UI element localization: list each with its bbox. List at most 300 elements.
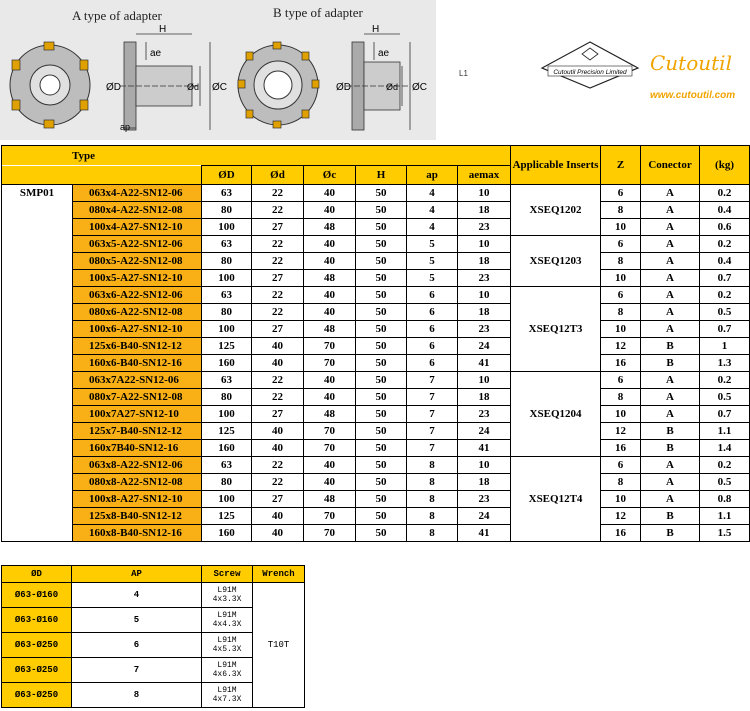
dim-value: 4 bbox=[407, 219, 458, 236]
dim-value: 40 bbox=[252, 440, 304, 457]
dim-value: 5 bbox=[407, 253, 458, 270]
dim-value: 40 bbox=[252, 423, 304, 440]
dim-value: 80 bbox=[202, 253, 252, 270]
weight-value: 0.7 bbox=[700, 270, 750, 287]
z-value: 8 bbox=[601, 389, 641, 406]
ap-value: 7 bbox=[72, 658, 202, 683]
b-type-title: B type of adapter bbox=[273, 5, 363, 20]
b-type-cutter-drawing bbox=[238, 42, 319, 128]
dim-value: 22 bbox=[252, 457, 304, 474]
dim-value: 40 bbox=[304, 253, 356, 270]
screw-size: 4x4.3X bbox=[212, 620, 242, 629]
table-row bbox=[2, 355, 750, 372]
type-code: 080x4-A22-SN12-08 bbox=[73, 202, 202, 219]
dim-value: 18 bbox=[458, 389, 511, 406]
conector-value: B bbox=[641, 440, 700, 457]
dim-value: 48 bbox=[304, 270, 356, 287]
dim-value: 48 bbox=[304, 321, 356, 338]
dim-value: 10 bbox=[458, 457, 511, 474]
dim-d-b: Ød bbox=[386, 82, 399, 92]
weight-value: 0.2 bbox=[700, 457, 750, 474]
z-value: 10 bbox=[601, 270, 641, 287]
screw-wrench-table bbox=[1, 565, 305, 708]
applicable-inserts-header: Applicable Inserts bbox=[511, 146, 601, 185]
dim-h-b: H bbox=[372, 24, 380, 35]
type-code: 100x7A27-SN12-10 bbox=[73, 406, 202, 423]
type-code: 100x6-A27-SN12-10 bbox=[73, 321, 202, 338]
conector-value: A bbox=[641, 270, 700, 287]
screw-spec bbox=[202, 633, 253, 658]
dim-value: 50 bbox=[356, 474, 407, 491]
conector-value: A bbox=[641, 253, 700, 270]
screw-size: 4x3.3X bbox=[212, 595, 242, 604]
dim-value: 48 bbox=[304, 219, 356, 236]
table-row bbox=[2, 457, 750, 474]
z-value: 10 bbox=[601, 406, 641, 423]
dim-value: 63 bbox=[202, 287, 252, 304]
dim-value: 40 bbox=[304, 236, 356, 253]
type-header: Type bbox=[2, 146, 511, 166]
dim-value: 50 bbox=[356, 389, 407, 406]
dim-value: 22 bbox=[252, 474, 304, 491]
col-header: Ød bbox=[252, 166, 304, 185]
dim-value: 70 bbox=[304, 508, 356, 525]
z-value: 6 bbox=[601, 287, 641, 304]
table-row bbox=[2, 287, 750, 304]
dim-value: 50 bbox=[356, 440, 407, 457]
dim-value: 40 bbox=[304, 457, 356, 474]
dim-value: 160 bbox=[202, 525, 252, 542]
type-code: 100x8-A27-SN12-10 bbox=[73, 491, 202, 508]
z-value: 6 bbox=[601, 457, 641, 474]
dim-value: 125 bbox=[202, 423, 252, 440]
weight-value: 0.2 bbox=[700, 185, 750, 202]
dim-od-b: ØD bbox=[336, 82, 351, 93]
weight-value: 1.1 bbox=[700, 423, 750, 440]
dim-value: 6 bbox=[407, 287, 458, 304]
dim-value: 8 bbox=[407, 525, 458, 542]
conector-value: A bbox=[641, 287, 700, 304]
l1-label: L1 bbox=[459, 69, 468, 78]
type-code: 160x6-B40-SN12-16 bbox=[73, 355, 202, 372]
dim-value: 63 bbox=[202, 457, 252, 474]
applicable-insert: XSEQ1202 bbox=[511, 185, 601, 236]
dim-value: 50 bbox=[356, 372, 407, 389]
dim-value: 24 bbox=[458, 338, 511, 355]
conector-value: B bbox=[641, 508, 700, 525]
type-code: 125x6-B40-SN12-12 bbox=[73, 338, 202, 355]
dim-value: 24 bbox=[458, 423, 511, 440]
dim-value: 50 bbox=[356, 270, 407, 287]
dim-value: 160 bbox=[202, 355, 252, 372]
screw-model: L91M bbox=[217, 636, 237, 645]
dim-value: 40 bbox=[304, 304, 356, 321]
small-header: ØD bbox=[2, 566, 72, 583]
dim-od-a: ØD bbox=[106, 82, 121, 93]
dim-value: 40 bbox=[304, 185, 356, 202]
type-code: 125x8-B40-SN12-12 bbox=[73, 508, 202, 525]
website-url: www.cutoutil.com bbox=[650, 90, 736, 101]
screw-spec bbox=[202, 608, 253, 633]
ap-value: 6 bbox=[72, 633, 202, 658]
table-row bbox=[2, 185, 750, 202]
weight-value: 1.3 bbox=[700, 355, 750, 372]
dim-value: 50 bbox=[356, 321, 407, 338]
conector-value: A bbox=[641, 491, 700, 508]
table-row bbox=[2, 440, 750, 457]
dim-value: 50 bbox=[356, 355, 407, 372]
dim-d-a: Ød bbox=[187, 82, 200, 92]
weight-value: 0.7 bbox=[700, 321, 750, 338]
screw-size: 4x7.3X bbox=[212, 695, 242, 704]
screw-spec bbox=[202, 683, 253, 708]
weight-value: 0.2 bbox=[700, 372, 750, 389]
dim-value: 27 bbox=[252, 270, 304, 287]
dim-value: 50 bbox=[356, 236, 407, 253]
dim-value: 10 bbox=[458, 236, 511, 253]
series-label: SMP01 bbox=[2, 185, 73, 542]
logo-text: Cutoutil Precision Limited bbox=[553, 69, 627, 76]
conector-value: A bbox=[641, 406, 700, 423]
dim-value: 6 bbox=[407, 304, 458, 321]
type-code: 080x8-A22-SN12-08 bbox=[73, 474, 202, 491]
weight-value: 1.1 bbox=[700, 508, 750, 525]
table-row bbox=[2, 583, 305, 608]
dim-value: 100 bbox=[202, 270, 252, 287]
col-header: Øc bbox=[304, 166, 356, 185]
dim-value: 48 bbox=[304, 491, 356, 508]
dim-value: 18 bbox=[458, 474, 511, 491]
dim-value: 63 bbox=[202, 236, 252, 253]
dim-value: 7 bbox=[407, 423, 458, 440]
dim-value: 70 bbox=[304, 423, 356, 440]
table-row bbox=[2, 236, 750, 253]
table-row bbox=[2, 406, 750, 423]
dim-value: 23 bbox=[458, 321, 511, 338]
weight-value: 0.2 bbox=[700, 236, 750, 253]
weight-value: 0.6 bbox=[700, 219, 750, 236]
screw-model: L91M bbox=[217, 586, 237, 595]
dim-c-b: ØC bbox=[412, 82, 427, 93]
dim-ae-a: ae bbox=[150, 48, 162, 59]
type-code: 063x6-A22-SN12-06 bbox=[73, 287, 202, 304]
z-value: 6 bbox=[601, 185, 641, 202]
weight-value: 0.4 bbox=[700, 253, 750, 270]
dim-value: 50 bbox=[356, 457, 407, 474]
dim-value: 23 bbox=[458, 270, 511, 287]
conector-value: A bbox=[641, 372, 700, 389]
conector-value: B bbox=[641, 355, 700, 372]
screw-size: 4x6.3X bbox=[212, 670, 242, 679]
screw-model: L91M bbox=[217, 686, 237, 695]
dim-value: 40 bbox=[304, 202, 356, 219]
dim-value: 10 bbox=[458, 287, 511, 304]
dim-h-a: H bbox=[159, 24, 167, 35]
diameter-range: Ø63-Ø160 bbox=[2, 583, 72, 608]
z-value: 8 bbox=[601, 304, 641, 321]
dim-value: 7 bbox=[407, 406, 458, 423]
z-value: 10 bbox=[601, 491, 641, 508]
dim-value: 23 bbox=[458, 491, 511, 508]
dim-value: 22 bbox=[252, 202, 304, 219]
weight-value: 0.5 bbox=[700, 304, 750, 321]
type-code: 063x7A22-SN12-06 bbox=[73, 372, 202, 389]
table-row bbox=[2, 321, 750, 338]
weight-value: 0.8 bbox=[700, 491, 750, 508]
cutoutil-logo bbox=[540, 40, 640, 90]
dim-value: 40 bbox=[304, 287, 356, 304]
ap-value: 5 bbox=[72, 608, 202, 633]
dim-value: 4 bbox=[407, 185, 458, 202]
kg-header: (kg) bbox=[700, 146, 750, 185]
z-value: 16 bbox=[601, 440, 641, 457]
dim-value: 70 bbox=[304, 338, 356, 355]
small-header: Wrench bbox=[253, 566, 305, 583]
dim-value: 8 bbox=[407, 457, 458, 474]
conector-value: A bbox=[641, 236, 700, 253]
z-value: 12 bbox=[601, 508, 641, 525]
dim-value: 63 bbox=[202, 185, 252, 202]
dim-value: 125 bbox=[202, 338, 252, 355]
conector-value: B bbox=[641, 423, 700, 440]
screw-spec bbox=[202, 658, 253, 683]
col-header: H bbox=[356, 166, 407, 185]
small-header: Screw bbox=[202, 566, 253, 583]
table-row bbox=[2, 253, 750, 270]
col-header: aemax bbox=[458, 166, 511, 185]
dim-value: 27 bbox=[252, 491, 304, 508]
dim-value: 22 bbox=[252, 389, 304, 406]
dim-ae-b: ae bbox=[378, 48, 390, 59]
type-code: 063x8-A22-SN12-06 bbox=[73, 457, 202, 474]
dim-value: 100 bbox=[202, 219, 252, 236]
dim-value: 50 bbox=[356, 508, 407, 525]
dim-value: 50 bbox=[356, 423, 407, 440]
conector-header: Conector bbox=[641, 146, 700, 185]
dim-value: 10 bbox=[458, 185, 511, 202]
dim-value: 50 bbox=[356, 491, 407, 508]
dim-value: 22 bbox=[252, 185, 304, 202]
z-value: 10 bbox=[601, 321, 641, 338]
dim-value: 8 bbox=[407, 508, 458, 525]
dim-value: 22 bbox=[252, 236, 304, 253]
table-row bbox=[2, 423, 750, 440]
a-type-cutter-drawing bbox=[10, 42, 90, 128]
z-value: 12 bbox=[601, 338, 641, 355]
type-code: 080x6-A22-SN12-08 bbox=[73, 304, 202, 321]
dim-value: 23 bbox=[458, 219, 511, 236]
conector-value: A bbox=[641, 219, 700, 236]
dim-value: 50 bbox=[356, 185, 407, 202]
dim-value: 6 bbox=[407, 321, 458, 338]
dim-value: 5 bbox=[407, 270, 458, 287]
dim-value: 22 bbox=[252, 253, 304, 270]
weight-value: 0.5 bbox=[700, 474, 750, 491]
dim-value: 7 bbox=[407, 389, 458, 406]
col-header: ap bbox=[407, 166, 458, 185]
weight-value: 0.2 bbox=[700, 287, 750, 304]
table-row bbox=[2, 202, 750, 219]
table-row bbox=[2, 219, 750, 236]
dim-value: 100 bbox=[202, 321, 252, 338]
conector-value: B bbox=[641, 338, 700, 355]
z-value: 8 bbox=[601, 202, 641, 219]
conector-value: A bbox=[641, 474, 700, 491]
type-code: 160x8-B40-SN12-16 bbox=[73, 525, 202, 542]
diameter-range: Ø63-Ø250 bbox=[2, 658, 72, 683]
dim-value: 100 bbox=[202, 406, 252, 423]
z-value: 6 bbox=[601, 236, 641, 253]
dim-value: 100 bbox=[202, 491, 252, 508]
z-value: 12 bbox=[601, 423, 641, 440]
dim-value: 27 bbox=[252, 321, 304, 338]
type-code: 063x5-A22-SN12-06 bbox=[73, 236, 202, 253]
dim-value: 80 bbox=[202, 389, 252, 406]
type-code: 100x4-A27-SN12-10 bbox=[73, 219, 202, 236]
dim-value: 6 bbox=[407, 355, 458, 372]
col-header: ØD bbox=[202, 166, 252, 185]
dim-value: 125 bbox=[202, 508, 252, 525]
ap-value: 4 bbox=[72, 583, 202, 608]
table-row bbox=[2, 474, 750, 491]
dim-value: 24 bbox=[458, 508, 511, 525]
dim-value: 40 bbox=[252, 508, 304, 525]
type-code: 080x7-A22-SN12-08 bbox=[73, 389, 202, 406]
brand-name: Cutoutil bbox=[650, 51, 732, 75]
table-row bbox=[2, 338, 750, 355]
dim-value: 27 bbox=[252, 219, 304, 236]
weight-value: 0.5 bbox=[700, 389, 750, 406]
screw-model: L91M bbox=[217, 661, 237, 670]
dim-value: 80 bbox=[202, 474, 252, 491]
dim-value: 18 bbox=[458, 253, 511, 270]
applicable-insert: XSEQ1204 bbox=[511, 372, 601, 457]
dim-value: 50 bbox=[356, 406, 407, 423]
dim-value: 41 bbox=[458, 525, 511, 542]
dim-c-a: ØC bbox=[212, 82, 227, 93]
type-code: 125x7-B40-SN12-12 bbox=[73, 423, 202, 440]
dim-value: 50 bbox=[356, 304, 407, 321]
applicable-insert: XSEQ1203 bbox=[511, 236, 601, 287]
dim-value: 70 bbox=[304, 525, 356, 542]
dim-value: 40 bbox=[304, 474, 356, 491]
wrench-value: T10T bbox=[253, 583, 305, 708]
screw-spec bbox=[202, 583, 253, 608]
dim-value: 22 bbox=[252, 372, 304, 389]
dim-value: 41 bbox=[458, 440, 511, 457]
conector-value: B bbox=[641, 525, 700, 542]
dim-value: 5 bbox=[407, 236, 458, 253]
diameter-range: Ø63-Ø250 bbox=[2, 683, 72, 708]
conector-value: A bbox=[641, 202, 700, 219]
dim-value: 27 bbox=[252, 406, 304, 423]
table-row bbox=[2, 491, 750, 508]
weight-value: 0.4 bbox=[700, 202, 750, 219]
dim-value: 41 bbox=[458, 355, 511, 372]
dim-value: 22 bbox=[252, 304, 304, 321]
z-value: 8 bbox=[601, 253, 641, 270]
dim-value: 6 bbox=[407, 338, 458, 355]
z-header: Z bbox=[601, 146, 641, 185]
screw-size: 4x5.3X bbox=[212, 645, 242, 654]
z-value: 16 bbox=[601, 355, 641, 372]
weight-value: 0.7 bbox=[700, 406, 750, 423]
dim-value: 4 bbox=[407, 202, 458, 219]
dim-value: 40 bbox=[252, 525, 304, 542]
dim-value: 18 bbox=[458, 202, 511, 219]
small-header: AP bbox=[72, 566, 202, 583]
screw-model: L91M bbox=[217, 611, 237, 620]
dim-value: 18 bbox=[458, 304, 511, 321]
dim-value: 40 bbox=[252, 338, 304, 355]
applicable-insert: XSEQ12T3 bbox=[511, 287, 601, 372]
dim-value: 63 bbox=[202, 372, 252, 389]
weight-value: 1.4 bbox=[700, 440, 750, 457]
diameter-range: Ø63-Ø250 bbox=[2, 633, 72, 658]
table-row bbox=[2, 508, 750, 525]
z-value: 8 bbox=[601, 474, 641, 491]
conector-value: A bbox=[641, 389, 700, 406]
dim-value: 70 bbox=[304, 355, 356, 372]
dim-value: 50 bbox=[356, 525, 407, 542]
dim-ap-a: ap bbox=[120, 122, 131, 132]
table-row bbox=[2, 372, 750, 389]
dim-value: 40 bbox=[304, 389, 356, 406]
adapter-drawings bbox=[0, 20, 436, 138]
dim-value: 10 bbox=[458, 372, 511, 389]
dim-value: 160 bbox=[202, 440, 252, 457]
a-type-title: A type of adapter bbox=[72, 8, 162, 23]
applicable-insert: XSEQ12T4 bbox=[511, 457, 601, 542]
dim-value: 50 bbox=[356, 338, 407, 355]
z-value: 10 bbox=[601, 219, 641, 236]
diameter-range: Ø63-Ø160 bbox=[2, 608, 72, 633]
dim-value: 50 bbox=[356, 253, 407, 270]
type-code: 080x5-A22-SN12-08 bbox=[73, 253, 202, 270]
dim-value: 8 bbox=[407, 474, 458, 491]
dim-value: 48 bbox=[304, 406, 356, 423]
table-row bbox=[2, 389, 750, 406]
dim-value: 80 bbox=[202, 304, 252, 321]
specification-table bbox=[1, 145, 750, 542]
conector-value: A bbox=[641, 304, 700, 321]
weight-value: 1.5 bbox=[700, 525, 750, 542]
conector-value: A bbox=[641, 185, 700, 202]
ap-value: 8 bbox=[72, 683, 202, 708]
table-row bbox=[2, 525, 750, 542]
dim-value: 7 bbox=[407, 440, 458, 457]
table-row bbox=[2, 304, 750, 321]
table-row bbox=[2, 270, 750, 287]
dim-value: 23 bbox=[458, 406, 511, 423]
dim-value: 50 bbox=[356, 202, 407, 219]
weight-value: 1 bbox=[700, 338, 750, 355]
dim-value: 50 bbox=[356, 219, 407, 236]
type-code: 100x5-A27-SN12-10 bbox=[73, 270, 202, 287]
conector-value: A bbox=[641, 457, 700, 474]
dim-value: 7 bbox=[407, 372, 458, 389]
dim-value: 50 bbox=[356, 287, 407, 304]
dim-value: 80 bbox=[202, 202, 252, 219]
type-code: 063x4-A22-SN12-06 bbox=[73, 185, 202, 202]
dim-value: 8 bbox=[407, 491, 458, 508]
z-value: 6 bbox=[601, 372, 641, 389]
z-value: 16 bbox=[601, 525, 641, 542]
dim-value: 70 bbox=[304, 440, 356, 457]
dim-value: 40 bbox=[304, 372, 356, 389]
dim-value: 22 bbox=[252, 287, 304, 304]
conector-value: A bbox=[641, 321, 700, 338]
